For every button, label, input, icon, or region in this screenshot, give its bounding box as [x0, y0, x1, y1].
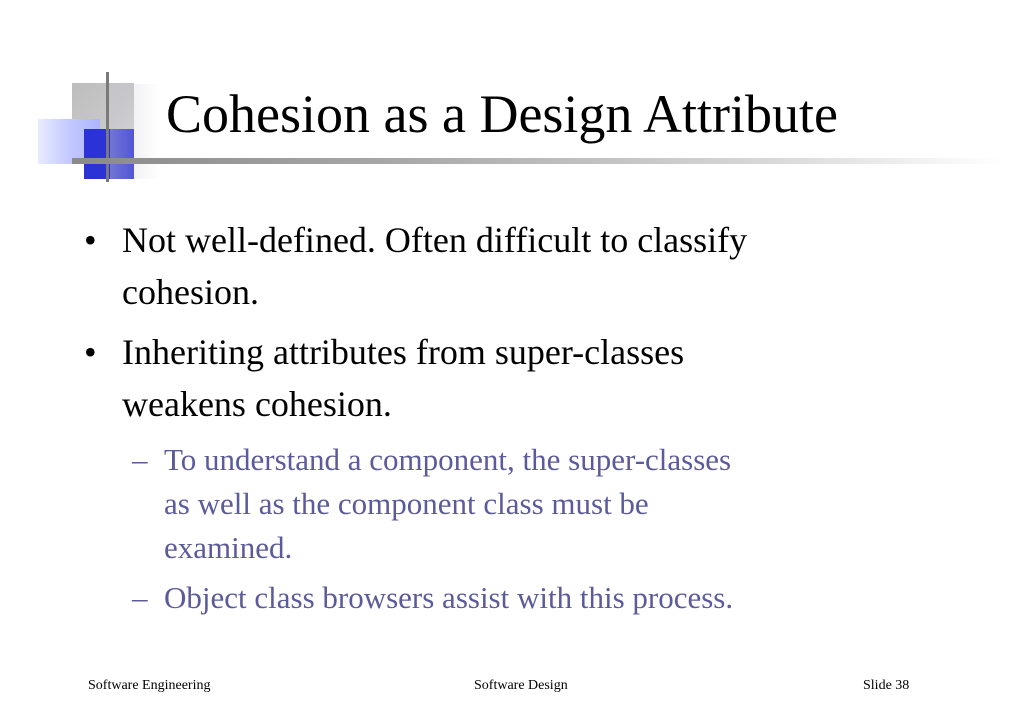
subbullet-dash: – — [132, 442, 148, 477]
subbullet-text-line: To understand a component, the super-classes — [164, 442, 732, 477]
footer-slide-number: Slide 38 — [863, 678, 910, 693]
footer-course-name: Software Engineering — [88, 678, 211, 693]
subbullet-text-line: as well as the component class must be — [164, 486, 649, 521]
slide-content — [84, 214, 884, 626]
bullet-item — [84, 326, 884, 430]
bullet-text-line: cohesion. — [122, 272, 259, 312]
logo-vertical-line — [106, 72, 109, 182]
subbullet-item — [84, 438, 884, 570]
bullet-dot: • — [84, 332, 97, 372]
subbullet-dash: – — [132, 580, 148, 615]
bullet-text-line: Inheriting attributes from super-classes — [122, 332, 685, 372]
title-underline-rule — [72, 158, 1002, 164]
footer-topic: Software Design — [474, 678, 568, 693]
bullet-dot: • — [84, 220, 97, 260]
bullet-text-line: weakens cohesion. — [122, 384, 392, 424]
slide-title: Cohesion as a Design Attribute — [166, 84, 838, 144]
logo-glow — [110, 84, 160, 179]
subbullet-text-line: Object class browsers assist with this process. — [164, 580, 734, 615]
bullet-item — [84, 214, 884, 318]
bullet-text-line: Not well-defined. Often difficult to classify — [122, 220, 748, 260]
subbullet-text-line: examined. — [164, 530, 293, 565]
subbullet-item — [84, 576, 884, 620]
